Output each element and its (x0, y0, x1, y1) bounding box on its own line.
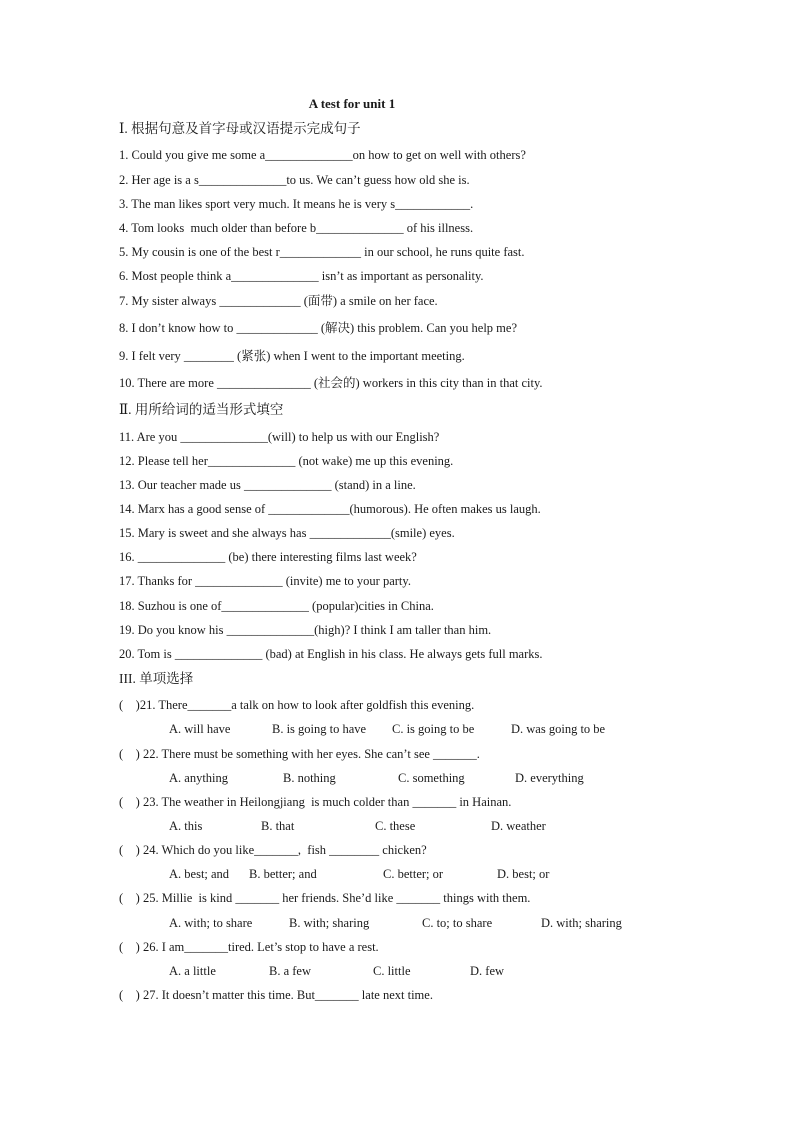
option-d: D. everything (515, 771, 584, 785)
section-2-heading: Ⅱ. 用所给词的适当形式填空 (119, 402, 284, 417)
option-b: B. nothing (283, 771, 336, 785)
option-a: A. will have (169, 722, 231, 736)
question-10: 10. There are more _______________ (社会的) workers in this city than in that city. (119, 376, 543, 390)
mc-options-25 (0, 915, 794, 931)
question-13: 13. Our teacher made us ______________ (stand) in a line. (119, 478, 416, 492)
question-12: 12. Please tell her______________ (not wake) me up this evening. (119, 454, 454, 468)
question-7: 7. My sister always _____________ (面带) a smile on her face. (119, 294, 438, 308)
option-b: B. with; sharing (289, 916, 370, 930)
mc-question-21: ( )21. There_______a talk on how to look after goldfish this evening. (119, 698, 475, 712)
mc-question-27: ( ) 27. It doesn’t matter this time. But_______ late next time. (119, 988, 433, 1002)
option-b: B. better; and (249, 867, 317, 881)
question-11: 11. Are you ______________(will) to help us with our English? (119, 430, 440, 444)
section-1-heading: Ⅰ. 根据句意及首字母或汉语提示完成句子 (119, 121, 361, 136)
question-9: 9. I felt very ________ (紧张) when I went to the important meeting. (119, 349, 465, 363)
question-2: 2. Her age is a s______________to us. We can’t guess how old she is. (119, 173, 470, 187)
question-4: 4. Tom looks much older than before b______________ of his illness. (119, 221, 474, 235)
section-3-heading: III. 单项选择 (119, 671, 194, 686)
question-6: 6. Most people think a______________ isn’t as important as personality. (119, 269, 484, 283)
option-d: D. best; or (497, 867, 550, 881)
question-17: 17. Thanks for ______________ (invite) me to your party. (119, 574, 411, 588)
option-d: D. was going to be (511, 722, 606, 736)
option-d: D. weather (491, 819, 546, 833)
question-16: 16. ______________ (be) there interesting films last week? (119, 550, 417, 564)
question-15: 15. Mary is sweet and she always has _____________(smile) eyes. (119, 526, 455, 540)
mc-question-25: ( ) 25. Millie is kind _______ her friends. She’d like _______ things with them. (119, 891, 531, 905)
mc-options-23 (0, 818, 794, 834)
option-a: A. a little (169, 964, 216, 978)
page-title: A test for unit 1 (308, 96, 396, 111)
option-c: C. is going to be (392, 722, 475, 736)
option-d: D. with; sharing (541, 916, 622, 930)
mc-question-23: ( ) 23. The weather in Heilongjiang is much colder than _______ in Hainan. (119, 795, 512, 809)
mc-question-26: ( ) 26. I am_______tired. Let’s stop to have a rest. (119, 940, 379, 954)
question-14: 14. Marx has a good sense of _____________(humorous). He often makes us laugh. (119, 502, 541, 516)
question-3: 3. The man likes sport very much. It means he is very s____________. (119, 197, 474, 211)
question-1: 1. Could you give me some a______________on how to get on well with others? (119, 148, 526, 162)
option-d: D. few (470, 964, 505, 978)
mc-options-26 (0, 963, 794, 979)
option-a: A. anything (169, 771, 229, 785)
option-a: A. with; to share (169, 916, 253, 930)
option-b: B. that (261, 819, 295, 833)
mc-question-22: ( ) 22. There must be something with her eyes. She can’t see _______. (119, 747, 480, 761)
question-18: 18. Suzhou is one of______________ (popular)cities in China. (119, 599, 434, 613)
option-a: A. best; and (169, 867, 230, 881)
option-b: B. is going to have (272, 722, 367, 736)
option-b: B. a few (269, 964, 311, 978)
option-c: C. to; to share (422, 916, 493, 930)
option-c: C. better; or (383, 867, 444, 881)
option-c: C. these (375, 819, 416, 833)
question-19: 19. Do you know his ______________(high)? I think I am taller than him. (119, 623, 492, 637)
question-5: 5. My cousin is one of the best r_____________ in our school, he runs quite fast. (119, 245, 525, 259)
question-8: 8. I don’t know how to _____________ (解决) this problem. Can you help me? (119, 321, 517, 335)
question-20: 20. Tom is ______________ (bad) at English in his class. He always gets full marks. (119, 647, 543, 661)
option-a: A. this (169, 819, 203, 833)
mc-options-22 (0, 770, 794, 786)
mc-question-24: ( ) 24. Which do you like_______, fish ________ chicken? (119, 843, 427, 857)
option-c: C. something (398, 771, 465, 785)
option-c: C. little (373, 964, 411, 978)
mc-options-24 (0, 866, 794, 882)
mc-options-21 (0, 721, 794, 737)
